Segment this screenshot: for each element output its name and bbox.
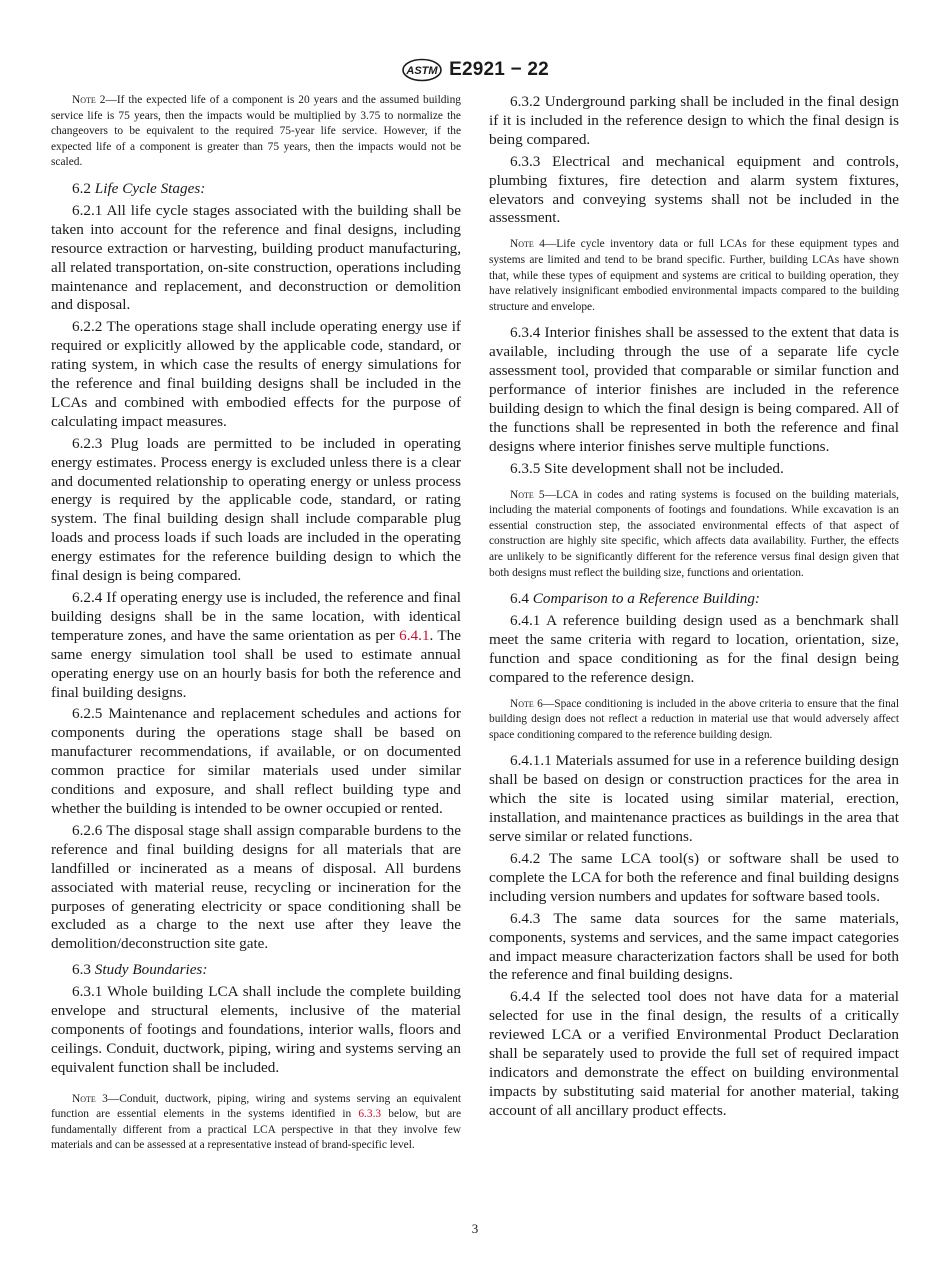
paragraph-6-4-1-1: 6.4.1.1 Materials assumed for use in a reference building design shall be based on design or construction practices for the area in which the site is located using similar material, erection, installation, and maintenance practices as buildings in the area that serve similar or related functions. [489, 752, 899, 846]
paragraph-6-3-2: 6.3.2 Underground parking shall be included in the final design if it is included in the reference design to which the final design is being compared. [489, 93, 899, 148]
section-6-4-heading: 6.4 Comparison to a Reference Building: [510, 590, 760, 608]
standard-designation: E2921 − 22 [449, 59, 549, 80]
paragraph-6-2-4: 6.2.4 If operating energy use is included, the reference and final building designs shall be in the same location, with identical temperature zones, and have the same orientation as per 6.4.1. The same energy simulation tool shall be used to estimate annual operating energy use on an hourly basis for both the reference and final building designs. [51, 589, 462, 701]
page-header [0, 57, 950, 83]
right-column [489, 93, 899, 1124]
paragraph-6-2-6: 6.2.6 The disposal stage shall assign comparable burdens to the reference and final building designs for all materials that are landfilled or incinerated as a means of disposal. All burdens associated with material reuse, recycling or incineration for the purposes of generating electricity or space conditioning shall be excluded as a charge to the next use after they leave the demolition/deconstruction site gate. [51, 821, 461, 953]
note-6: Note 6—Space conditioning is included in the above criteria to ensure that the final building design does not reflect a reduction in material use that would adversely affect space conditioning compared to the reference building design. [489, 697, 899, 741]
section-6-2-heading: 6.2 Life Cycle Stages: [72, 179, 206, 197]
paragraph-6-4-4: 6.4.4 If the selected tool does not have data for a material selected for use in the final design, the results of a critically reviewed LCA or a verified Environmental Product Declaration shall be separately used to provide the full set of required impact indicators and demonstrate the effect on building environmental impacts by substituting said material for another material, taking account of all ancillary product effects. [489, 988, 899, 1119]
paragraph-6-4-2: 6.4.2 The same LCA tool(s) or software shall be used to complete the LCA for both the reference and final building designs including version numbers and updates for software based tools. [489, 849, 899, 905]
logo-text: ASTM [406, 65, 438, 77]
link-6-4-1[interactable]: 6.4.1 [399, 626, 430, 644]
astm-logo [401, 58, 443, 82]
paragraph-6-3-3: 6.3.3 Electrical and mechanical equipment and controls, plumbing fixtures, fire detection and alarm system fixtures, elevators and conveying systems shall not be included in the assessment. [489, 152, 899, 227]
note-5: Note 5—LCA in codes and rating systems is focused on the building materials, including the material components of footings and foundations. While excavation is an essential construction step, the associated environmental effects of that aspect of construction are highly site specific, which affects data availability. Further, the effects are unlikely to be significantly different for the reference versus final design given that both designs must reflect the building size, functions and orientation. [489, 488, 899, 579]
note-4: Note 4—Life cycle inventory data or full LCAs for these equipment types and systems are limited and tend to be brand specific. Further, building LCAs have shown that, while these types of equipment and systems are critical to building operation, they have relatively insignificant embodied environmental impacts compared to the building structure and envelope. [489, 238, 899, 313]
left-column [51, 93, 461, 1163]
paragraph-6-2-5: 6.2.5 Maintenance and replacement schedules and actions for components during the operations stage shall be based on manufacturer recommendations, if available, or on documented common practice for similar materials used under similar conditions and exposure, and shall reflect building type and whether the building is intended to be owner occupied or rented. [51, 705, 461, 817]
paragraph-6-3-1: 6.3.1 Whole building LCA shall include the complete building envelope and structural elements, inclusive of the material components of footings and foundations, interior walls, floors and ceilings. Conduit, ductwork, piping, wiring and systems serving an equivalent function shall be included. [51, 983, 461, 1076]
paragraph-6-2-2: 6.2.2 The operations stage shall include operating energy use if required or explicitly allowed by the applicable code, standard, or rating system, in which case the results of energy simulations for the reference and final building designs shall be included in the LCAs and combined with embodied effects for the purpose of calculating impact measures. [51, 318, 461, 430]
paragraph-6-2-3: 6.2.3 Plug loads are permitted to be included in operating energy estimates. Process energy is excluded unless there is a clear and documented relationship to operating energy or unless process energy is required by the applicable code, standard, or rating system. The final building design shall include comparable plug loads and process loads if such loads are included in the operating energy estimates for the reference building design to which the final design is being compared. [51, 434, 461, 585]
note-3: Note 3—Conduit, ductwork, piping, wiring and systems serving an equivalent function are essential elements in the systems identified in 6.3.3 below, but are fundamentally different from a practical LCA perspective in that they involve few materials and can be assessed at a representative instead of brand-specific level. [51, 1092, 461, 1152]
page-number: 3 [471, 1221, 479, 1236]
note-2: Note 2—If the expected life of a component is 20 years and the assumed building service life is 75 years, then the impacts would be multiplied by 3.75 to normalize the changeovers to be equivalent to the required 75-year life service. However, if the expected life of a component is greater than 75 years, then the impacts would not be scaled. [51, 94, 461, 169]
paragraph-6-4-3: 6.4.3 The same data sources for the same materials, components, systems and services, and the same impact categories and impact measure characterization factors shall be used for both the reference and final building designs. [489, 909, 899, 984]
paragraph-6-2-1: 6.2.1 All life cycle stages associated with the building shall be taken into account for the reference and final designs, including resource extraction or harvesting, building product manufacturing, all related transportation, on-site construction, operations including maintenance and replacement, and deconstruction or demolition and disposal. [51, 201, 461, 314]
paragraph-6-3-5: 6.3.5 Site development shall not be included. [510, 459, 784, 477]
link-6-3-3[interactable]: 6.3.3 [358, 1108, 382, 1121]
section-6-3-heading: 6.3 Study Boundaries: [72, 961, 208, 979]
paragraph-6-3-4: 6.3.4 Interior finishes shall be assessed to the extent that data is available, including through the use of a separate life cycle assessment tool, provided that comparable or similar function and performance of interior finishes are included in the reference building design to which the final design is being compared. All of the functions shall be represented in both the reference and final designs where interior finishes serve multiple functions. [489, 324, 899, 455]
paragraph-6-4-1: 6.4.1 A reference building design used as a benchmark shall meet the same criteria with regard to location, orientation, size, function and space conditioning as for the final design being compared to the reference design. [489, 612, 899, 686]
